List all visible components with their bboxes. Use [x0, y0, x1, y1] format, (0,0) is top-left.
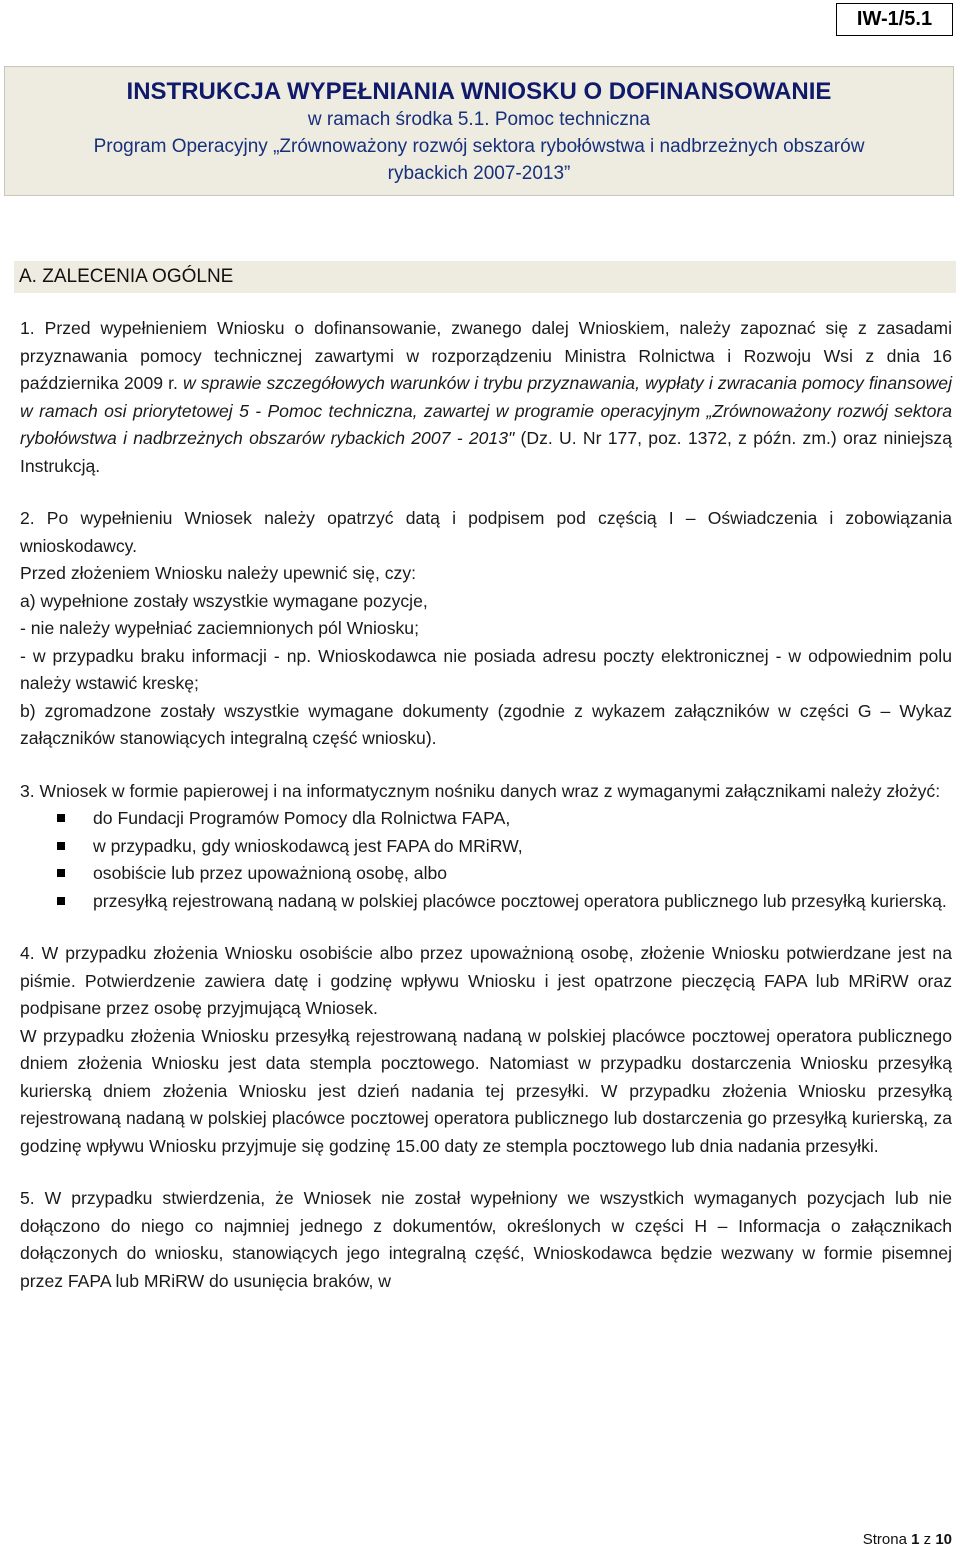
bullet-square-icon — [57, 842, 65, 850]
regulation-title: w sprawie szczegółowych warunków i trybu przyznawania, wypłaty i zwracania pomocy finansowej w ramach osi priorytetowej 5 - Pomoc techniczna, zawartej w programie operacyjnym „Zrównoważony rozwój sektora rybołówstwa i nadbrzeżnych obszarów rybackich 2007 - 2013" — [20, 373, 952, 448]
bullet-square-icon — [57, 869, 65, 877]
paragraph-5: 5. W przypadku stwierdzenia, że Wniosek nie został wypełniony we wszystkich wymaganych pozycjach lub nie dołączono do niego co najmniej jednego z dokumentów, określonych w części H – Informacja o załącznikach dołączonych do wniosku, stanowiących jego integralną część, Wnioskodawca będzie wezwany w formie pisemnej przez FAPA lub MRiRW do usunięcia braków, w — [20, 1188, 952, 1291]
list-item: w przypadku, gdy wnioskodawcą jest FAPA do MRiRW, — [20, 833, 952, 861]
paragraph-4: 4. W przypadku złożenia Wniosku osobiście albo przez upoważnioną osobę, złożenie Wniosku potwierdzane jest na piśmie. Potwierdzenie zawiera datę i godzinę wpływu Wniosku i jest opatrzone pieczęcią FAPA lub MRiRW oraz podpisane przez osobę przyjmującą Wniosek. — [20, 943, 952, 1018]
section-heading: A. ZALECENIA OGÓLNE — [14, 261, 956, 293]
paragraph-1-text: 1. Przed wypełnieniem Wniosku o dofinansowanie, zwanego dalej Wnioskiem, należy zapoznać się z zasadami przyznawania pomocy technicznej zawartymi w rozporządzeniu Ministra Rolnictwa i Rozwoju Wsi z dnia 16 października 2009 r. — [20, 318, 952, 393]
page-label: Strona — [862, 1531, 907, 1548]
list-item: osobiście lub przez upoważnioną osobę, albo — [20, 860, 952, 888]
checklist-item-dash-1: - nie należy wypełniać zaciemnionych pól Wniosku; — [20, 618, 419, 638]
bullet-square-icon — [57, 814, 65, 822]
submission-list — [20, 805, 952, 915]
list-item: do Fundacji Programów Pomocy dla Rolnictwa FAPA, — [20, 805, 952, 833]
current-page: 1 — [911, 1531, 920, 1548]
checklist-item-a: a) wypełnione zostały wszystkie wymagane pozycje, — [20, 590, 428, 611]
list-item: przesyłką rejestrowaną nadaną w polskiej placówce pocztowej operatora publicznego lub przesyłką kurierską. — [20, 888, 952, 916]
checklist-item-dash-2: - w przypadku braku informacji - np. Wnioskodawca nie posiada adresu poczty elektronicznej - w odpowiednim polu należy wstawić kreskę; — [20, 645, 952, 693]
bullet-square-icon — [57, 897, 65, 905]
header-line-2: Program Operacyjny „Zrównoważony rozwój sektora rybołówstwa i nadbrzeżnych obszarów — [93, 136, 865, 157]
document-code: IW-1/5.1 — [836, 3, 953, 36]
checklist-item-b: b) zgromadzone zostały wszystkie wymagane dokumenty (zgodnie z wykazem załączników w części G – Wykaz załączników stanowiących integralną część wniosku). — [20, 700, 952, 748]
paragraph-2-checklist-intro: Przed złożeniem Wniosku należy upewnić się, czy: — [20, 563, 417, 583]
paragraph-2: 2. Po wypełnieniu Wniosek należy opatrzyć datą i podpisem pod częścią I – Oświadczenia i zobowiązania wnioskodawcy. — [20, 508, 952, 556]
paragraph-3: 3. Wniosek w formie papierowej i na informatycznym nośniku danych wraz z wymaganymi załącznikami należy złożyć: — [20, 780, 941, 801]
document-title: INSTRUKCJA WYPEŁNIANIA WNIOSKU O DOFINANSOWANIE — [126, 78, 832, 105]
paragraph-1-tail: (Dz. U. Nr 177, poz. 1372, z późn. zm.) oraz niniejszą Instrukcją. — [20, 428, 953, 476]
header-line-3: rybackich 2007-2013” — [387, 163, 571, 184]
header-line-1: w ramach środka 5.1. Pomoc techniczna — [307, 109, 651, 130]
paragraph-1 — [20, 315, 952, 480]
total-pages: 10 — [935, 1531, 952, 1548]
page-separator: z — [923, 1531, 932, 1548]
document-header — [4, 66, 954, 196]
document-body — [20, 315, 952, 1295]
paragraph-4-continued: W przypadku złożenia Wniosku przesyłką rejestrowaną nadaną w polskiej placówce pocztowej operatora publicznego dniem złożenia Wniosku jest data stempla pocztowego. Natomiast w przypadku dostarczenia Wniosku przesyłką kurierską dniem złożenia Wniosku jest dzień nadania tej przesyłki. W przypadku złożenia Wniosku przesyłką rejestrowaną nadaną w polskiej placówce pocztowej operatora publicznego lub dostarczenia go przesyłką kurierską, za godzinę wpływu Wniosku przyjmuje się godzinę 15.00 daty ze stempla pocztowego lub dnia nadania przesyłki. — [20, 1025, 952, 1156]
page-number — [863, 1531, 952, 1548]
